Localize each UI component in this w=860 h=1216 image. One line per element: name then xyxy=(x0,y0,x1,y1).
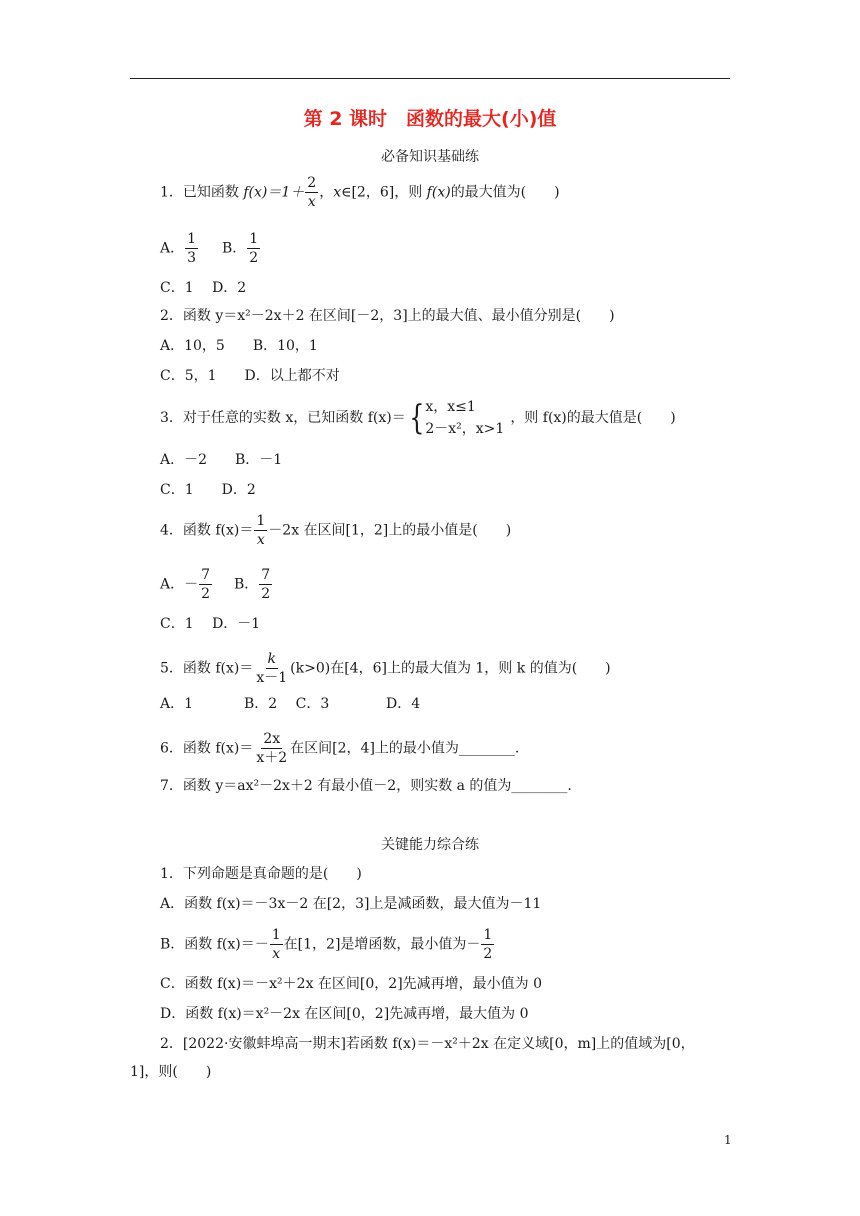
header-rule xyxy=(130,78,730,79)
option-2-1a[interactable]: A．函数 f(x)＝－3x－2 在[2，3]上是减函数，最大值为－11 xyxy=(160,896,542,912)
question-2: 2．函数 y＝x²－2x＋2 在区间[－2，3]上的最大值、最小值分别是( ) xyxy=(160,308,615,324)
option-5a[interactable]: A．1 xyxy=(160,696,194,712)
question-5: 5．函数 f(x)＝ $\frac{k}{x-1}$ (k>0)在[4，6]上的最大值为 1，则 k 的值为( ) xyxy=(160,651,611,686)
piecewise-cases: x，x≤1 2－x²，x>1 xyxy=(425,399,505,437)
option-2-1d[interactable]: D．函数 f(x)＝x²－2x 在区间[0，2]先减再增，最大值为 0 xyxy=(160,1006,529,1022)
option-5d[interactable]: D．4 xyxy=(386,696,421,712)
page-title: 第 2 课时 函数的最大(小)值 xyxy=(303,108,557,130)
brace: { xyxy=(408,398,425,438)
fraction: $\frac{2}{x}$ xyxy=(307,175,317,210)
question-7: 7．函数 y＝ax²－2x＋2 有最小值－2，则实数 a 的值为________. xyxy=(160,778,572,794)
page-number: 1 xyxy=(724,1133,732,1147)
option-1a[interactable]: A． $\frac{1}{3}$ xyxy=(160,231,197,266)
fraction: $\frac{1}{x}$ xyxy=(271,927,281,962)
options-4cd[interactable]: C．1 D．－1 xyxy=(160,616,261,632)
question-2-2-line2: 1]，则( ) xyxy=(130,1064,212,1080)
section-heading-ability: 关键能力综合练 xyxy=(381,837,479,853)
options-3ab[interactable]: A．－2 B．－1 xyxy=(160,452,283,468)
fraction: $\frac{k}{x-1}$ xyxy=(256,651,288,686)
options-3cd[interactable]: C．1 D．2 xyxy=(160,482,256,498)
question-6: 6．函数 f(x)＝ $\frac{2x}{x+2}$ 在区间[2，4]上的最小值为________. xyxy=(160,731,520,766)
option-4b[interactable]: B． $\frac{7}{2}$ xyxy=(234,567,271,602)
question-2-1: 1．下列命题是真命题的是( ) xyxy=(160,866,362,882)
fraction: $\frac{7}{2}$ xyxy=(261,567,271,602)
option-1b[interactable]: B． $\frac{1}{2}$ xyxy=(222,231,259,266)
q1-text: 1．已知函数 xyxy=(160,184,244,201)
question-3: 3．对于任意的实数 x，已知函数 f(x)＝{ x，x≤1 2－x²，x>1 ，则 f(x)的最大值是( ) xyxy=(160,398,676,438)
options-1cd[interactable]: C．1 D．2 xyxy=(160,280,247,296)
fraction: $\frac{2x}{x+2}$ xyxy=(256,731,288,766)
fraction: $\frac{1}{3}$ xyxy=(187,231,197,266)
options-2cd[interactable]: C．5，1 D．以上都不对 xyxy=(160,368,340,384)
q1-func: f(x)＝1＋ xyxy=(243,184,305,201)
fraction: $\frac{1}{2}$ xyxy=(483,927,493,962)
option-2-1b[interactable]: B．函数 f(x)＝－ $\frac{1}{x}$ 在[1，2]是增函数，最小值为－ $\frac{1}{2}$ xyxy=(160,927,493,962)
question-1: 1．已知函数 f(x)＝1＋ $\frac{2}{x}$ ，x∈[2，6]，则 f(x)的最大值为( ) xyxy=(160,175,560,210)
options-2ab[interactable]: A．10，5 B．10，1 xyxy=(160,338,318,354)
question-2-2-line1: 2．[2022·安徽蚌埠高一期末]若函数 f(x)＝－x²＋2x 在定义域[0，m]上的值域为[0， xyxy=(160,1036,695,1052)
question-4: 4．函数 f(x)＝ $\frac{1}{x}$ －2x 在区间[1，2]上的最小值是( ) xyxy=(160,513,512,548)
fraction: $\frac{1}{x}$ xyxy=(256,513,266,548)
options-5bc[interactable]: B．2 C．3 xyxy=(244,696,330,712)
option-4a[interactable]: A．－ $\frac{7}{2}$ xyxy=(160,567,211,602)
fraction: $\frac{7}{2}$ xyxy=(201,567,211,602)
option-2-1c[interactable]: C．函数 f(x)＝－x²＋2x 在区间[0，2]先减再增，最小值为 0 xyxy=(160,976,543,992)
fraction: $\frac{1}{2}$ xyxy=(249,231,259,266)
section-heading-basic: 必备知识基础练 xyxy=(381,149,479,165)
